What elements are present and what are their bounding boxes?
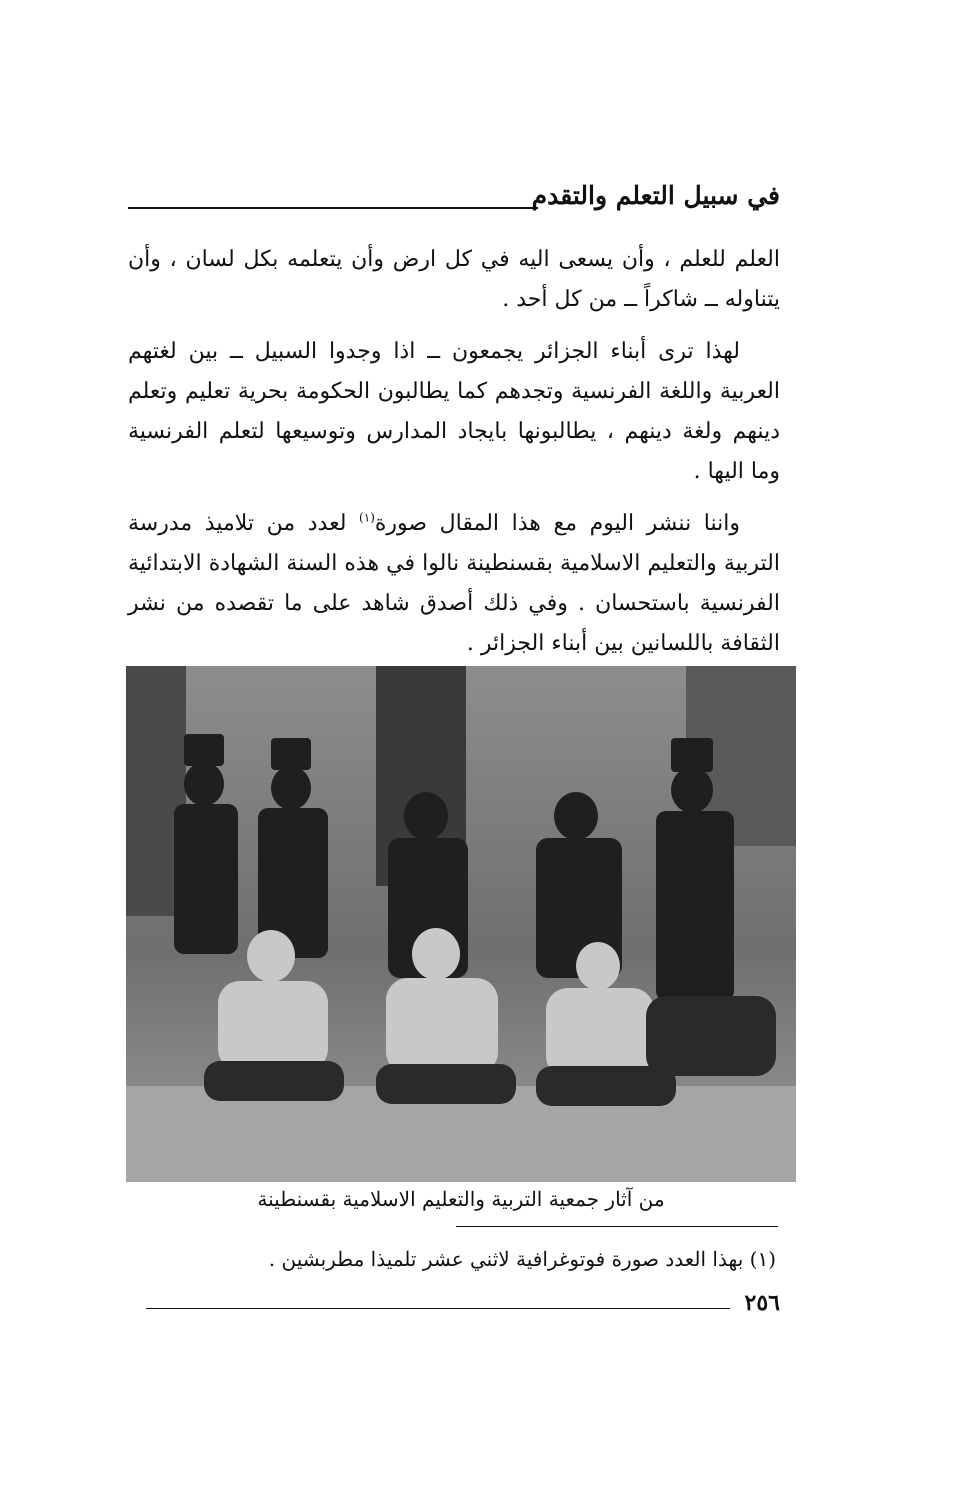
person-body	[174, 804, 238, 954]
person-body	[546, 988, 654, 1078]
body-text	[128, 240, 780, 676]
header-rule	[128, 207, 538, 209]
person-head	[576, 942, 620, 990]
running-title: في سبيل التعلم والتقدم	[531, 181, 780, 210]
person-body	[656, 811, 734, 1001]
person-head	[671, 767, 713, 813]
photo-seated-row	[218, 928, 654, 1078]
person-head	[404, 792, 448, 840]
fez-hat	[271, 738, 311, 770]
photo-caption: من آثار جمعية التربية والتعليم الاسلامية بقسنطينة	[257, 1187, 665, 1211]
paragraph: العلم للعلم ، وأن يسعى اليه في كل ارض وأن يتعلمه بكل لسان ، وأن يتناوله ــ شاكراً ــ من كل أحد .	[128, 247, 780, 312]
footnote-rule	[456, 1226, 778, 1227]
fez-hat	[184, 734, 224, 766]
person-head	[271, 766, 311, 810]
person-head	[412, 928, 460, 980]
paragraph	[128, 504, 780, 664]
page-number: ٢٥٦	[744, 1290, 780, 1316]
group-photo	[126, 666, 796, 1182]
running-header	[128, 178, 780, 218]
person-head	[554, 792, 598, 840]
person-body	[218, 981, 328, 1071]
person-body	[386, 978, 498, 1074]
person-body	[646, 996, 776, 1076]
fez-hat	[671, 738, 713, 772]
paragraph-text: واننا ننشر اليوم مع هذا المقال صورة	[374, 511, 740, 536]
footer-rule	[146, 1308, 730, 1309]
footnote: (١) بهذا العدد صورة فوتوغرافية لاثني عشر تلميذا مطربشين .	[268, 1247, 776, 1271]
photo-illustration	[126, 666, 796, 1182]
person-legs	[204, 1061, 344, 1101]
person-legs	[376, 1064, 516, 1104]
paragraph: لهذا ترى أبناء الجزائر يجمعون ــ اذا وجدوا السبيل ــ بين لغتهم العربية واللغة الفرنسية وتجدهم كما يطالبون الحكومة بحرية تعليم وتعلم دينهم ولغة دينهم ، يطالبونها بايجاد المدارس وتوسيعها لتعلم الفرنسية وما اليها .	[128, 339, 780, 484]
person-head	[247, 930, 295, 982]
paragraph-text: لعدد من تلاميذ مدرسة التربية والتعليم الاسلامية بقسنطينة نالوا في هذه السنة الشهادة الابتدائية الفرنسية باستحسان . وفي ذلك أصدق شاهد على ما تقصده من نشر الثقافة باللسانين بين أبناء الجزائر .	[128, 511, 780, 656]
footnote-reference[interactable]: (١)	[359, 510, 375, 525]
person-head	[184, 762, 224, 806]
page-footer	[146, 1286, 780, 1320]
